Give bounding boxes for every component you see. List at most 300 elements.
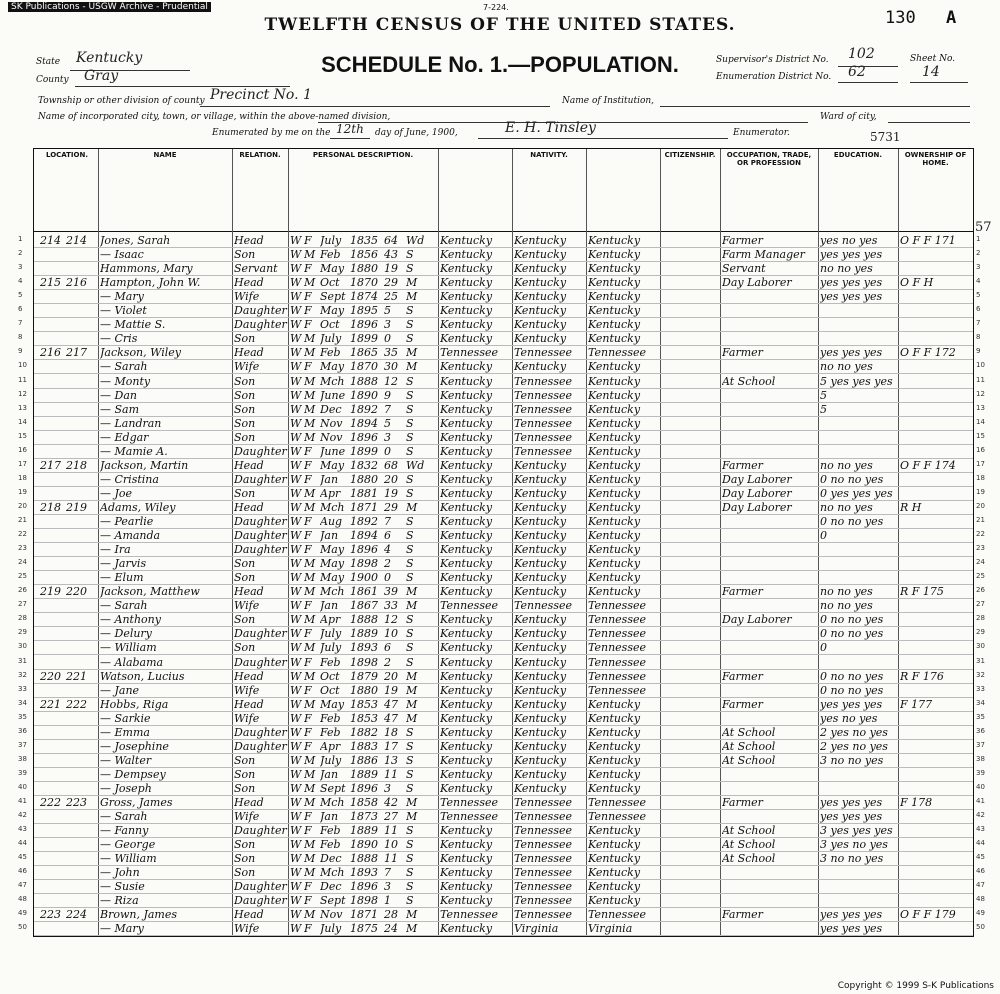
cell-age: 3 (384, 430, 391, 444)
cell-c: W (290, 683, 302, 697)
cell-dw: 222 (40, 796, 61, 809)
cell-bm: Oct (320, 683, 340, 697)
cell-b1: Tennessee (440, 810, 498, 824)
cell-s: F (304, 655, 312, 669)
cell-c: W (290, 908, 302, 922)
table-row (34, 528, 973, 543)
cell-age: 30 (384, 360, 398, 374)
cell-s: F (304, 543, 312, 557)
cell-occ: At School (722, 753, 776, 767)
cell-cond: M (406, 599, 418, 613)
cell-b1: Kentucky (440, 613, 493, 627)
row-number-left: 36 (18, 726, 27, 735)
cell-name: — Dan (100, 388, 137, 402)
cell-b1: Kentucky (440, 838, 493, 852)
cell-c: W (290, 641, 302, 655)
cell-name: — Walter (100, 753, 152, 767)
cell-c: W (290, 571, 302, 585)
cell-c: W (290, 697, 302, 711)
cell-bm: July (320, 753, 342, 767)
cell-by: 1895 (350, 304, 378, 318)
table-row (34, 612, 973, 627)
cell-cond: M (406, 585, 418, 599)
row-number-right: 5 (976, 291, 981, 300)
cell-b3: Kentucky (588, 781, 641, 795)
archive-watermark: SK Publications - USGW Archive - Prudential (8, 2, 211, 12)
cell-by: 1900 (350, 571, 378, 585)
cell-rel: Daughter (234, 655, 287, 669)
cell-bm: Nov (320, 908, 343, 922)
cell-b2: Kentucky (514, 655, 567, 669)
cell-fam: 218 (66, 458, 87, 472)
cell-cond: S (406, 824, 414, 838)
row-number-right: 25 (976, 572, 985, 581)
cell-occ: Farmer (722, 346, 763, 360)
cell-by: 1880 (350, 683, 378, 697)
row-number-right: 11 (976, 375, 985, 384)
cell-bm: July (320, 234, 342, 247)
cell-by: 1856 (350, 248, 378, 262)
cell-age: 0 (384, 444, 391, 458)
cell-edu: 0 (820, 641, 827, 655)
cell-by: 1874 (350, 290, 378, 304)
cell-c: W (290, 543, 302, 557)
cell-edu: 0 no no yes (820, 472, 884, 486)
cell-rel: Head (234, 500, 264, 514)
cell-cond: S (406, 304, 414, 318)
cell-rel: Daughter (234, 529, 287, 543)
cell-edu: 0 no no yes (820, 683, 884, 697)
cell-b3: Kentucky (588, 557, 641, 571)
cell-cond: S (406, 388, 414, 402)
cell-by: 1888 (350, 374, 378, 388)
cell-age: 47 (384, 711, 398, 725)
cell-bm: July (320, 641, 342, 655)
cell-by: 1892 (350, 402, 378, 416)
sheet-label: Sheet No. (910, 54, 956, 64)
cell-s: M (304, 332, 316, 346)
cell-b3: Kentucky (588, 515, 641, 528)
cell-occ: Day Laborer (722, 613, 792, 627)
county-value: Gray (84, 68, 119, 84)
cell-edu: yes yes yes (820, 346, 883, 360)
cell-by: 1898 (350, 557, 378, 571)
cell-age: 2 (384, 655, 391, 669)
cell-b2: Tennessee (514, 402, 572, 416)
cell-name: — Mary (100, 290, 144, 304)
cell-bm: July (320, 627, 342, 641)
cell-by: 1867 (350, 599, 378, 613)
cell-b2: Kentucky (514, 290, 567, 304)
cell-b2: Tennessee (514, 430, 572, 444)
cell-rel: Daughter (234, 472, 287, 486)
cell-bm: Jan (320, 599, 339, 613)
copyright-notice: Copyright © 1999 S-K Publications (837, 981, 994, 991)
cell-bm: Mch (320, 374, 345, 388)
cell-c: W (290, 458, 302, 472)
cell-b1: Kentucky (440, 360, 493, 374)
cell-s: M (304, 669, 316, 683)
cell-rel: Head (234, 458, 264, 472)
cell-cond: S (406, 880, 414, 894)
cell-age: 7 (384, 866, 391, 880)
cell-dw: 223 (40, 908, 61, 922)
cell-b2: Kentucky (514, 458, 567, 472)
cell-b2: Kentucky (514, 571, 567, 585)
cell-rel: Wife (234, 922, 260, 936)
cell-b3: Kentucky (588, 262, 641, 276)
cell-b1: Kentucky (440, 318, 493, 332)
row-number-right: 46 (976, 867, 985, 876)
row-number-right: 47 (976, 881, 985, 890)
cell-rel: Son (234, 852, 256, 866)
cell-c: W (290, 585, 302, 599)
row-number-left: 23 (18, 544, 27, 553)
cell-b2: Kentucky (514, 332, 567, 346)
cell-c: W (290, 711, 302, 725)
cell-cond: S (406, 472, 414, 486)
table-row (34, 500, 973, 515)
table-row (34, 233, 973, 248)
cell-b3: Kentucky (588, 402, 641, 416)
table-row (34, 739, 973, 754)
row-number-left: 43 (18, 825, 27, 834)
cell-s: F (304, 458, 312, 472)
cell-rel: Head (234, 796, 264, 809)
cell-b3: Kentucky (588, 472, 641, 486)
cell-occ: Farmer (722, 458, 763, 472)
cell-s: M (304, 557, 316, 571)
cell-edu: no no yes (820, 360, 873, 374)
cell-age: 17 (384, 739, 398, 753)
cell-by: 1893 (350, 641, 378, 655)
row-number-left: 31 (18, 656, 27, 665)
row-number-left: 44 (18, 839, 27, 848)
header-name: NAME (153, 151, 177, 159)
cell-by: 1892 (350, 515, 378, 528)
cell-c: W (290, 557, 302, 571)
cell-edu: 0 yes yes yes (820, 486, 893, 500)
cell-b1: Kentucky (440, 529, 493, 543)
row-number-left: 49 (18, 909, 27, 918)
cell-cond: S (406, 486, 414, 500)
row-number-right: 35 (976, 712, 985, 721)
cell-cond: Wd (406, 458, 425, 472)
row-number-left: 38 (18, 754, 27, 763)
cell-edu: 5 yes yes yes (820, 374, 893, 388)
cell-occ: Day Laborer (722, 276, 792, 290)
cell-b3: Kentucky (588, 529, 641, 543)
cell-age: 0 (384, 332, 391, 346)
cell-s: F (304, 725, 312, 739)
cell-b2: Kentucky (514, 248, 567, 262)
row-number-right: 22 (976, 530, 985, 539)
table-row (34, 697, 973, 712)
cell-b3: Kentucky (588, 880, 641, 894)
cell-cond: M (406, 669, 418, 683)
table-row (34, 289, 973, 304)
cell-s: M (304, 866, 316, 880)
cell-by: 1898 (350, 894, 378, 908)
cell-b3: Kentucky (588, 388, 641, 402)
cell-cond: S (406, 753, 414, 767)
cell-name: — Pearlie (100, 515, 154, 528)
cell-bm: Apr (320, 739, 341, 753)
cell-edu: no no yes (820, 262, 873, 276)
cell-b3: Tennessee (588, 683, 646, 697)
cell-c: W (290, 346, 302, 360)
cell-cond: S (406, 543, 414, 557)
cell-c: W (290, 824, 302, 838)
enumerated-by-label: Enumerated by me on the (212, 128, 331, 138)
row-number-right: 28 (976, 614, 985, 623)
cell-s: F (304, 599, 312, 613)
cell-c: W (290, 599, 302, 613)
cell-age: 39 (384, 585, 398, 599)
cell-age: 3 (384, 318, 391, 332)
cell-occ: At School (722, 838, 776, 852)
cell-by: 1883 (350, 739, 378, 753)
cell-by: 1889 (350, 824, 378, 838)
cell-b1: Tennessee (440, 346, 498, 360)
row-number-right: 31 (976, 656, 985, 665)
cell-occ: At School (722, 852, 776, 866)
row-number-left: 4 (18, 277, 23, 286)
cell-b2: Kentucky (514, 543, 567, 557)
cell-b3: Kentucky (588, 276, 641, 290)
cell-b2: Tennessee (514, 444, 572, 458)
cell-b1: Kentucky (440, 388, 493, 402)
header-personal: PERSONAL DESCRIPTION. (312, 151, 414, 159)
table-row (34, 711, 973, 726)
cell-edu: yes yes yes (820, 276, 883, 290)
township-value: Precinct No. 1 (210, 87, 312, 103)
cell-name: — Isaac (100, 248, 144, 262)
cell-fam: 214 (66, 234, 87, 247)
cell-s: M (304, 697, 316, 711)
row-number-left: 46 (18, 867, 27, 876)
cell-name: Jackson, Matthew (100, 585, 200, 599)
cell-by: 1861 (350, 585, 378, 599)
row-number-left: 12 (18, 389, 27, 398)
cell-rel: Daughter (234, 444, 287, 458)
cell-cond: M (406, 346, 418, 360)
cell-age: 4 (384, 543, 391, 557)
row-number-right: 9 (976, 347, 981, 356)
cell-name: — Amanda (100, 529, 161, 543)
cell-by: 1853 (350, 697, 378, 711)
cell-c: W (290, 739, 302, 753)
table-row (34, 374, 973, 389)
cell-by: 1898 (350, 655, 378, 669)
cell-s: F (304, 880, 312, 894)
cell-cond: S (406, 557, 414, 571)
cell-b3: Kentucky (588, 332, 641, 346)
day-of-label: day of June, 1900, (375, 128, 458, 138)
table-row (34, 261, 973, 276)
cell-b1: Kentucky (440, 458, 493, 472)
cell-bm: Apr (320, 613, 341, 627)
cell-cond: M (406, 796, 418, 809)
cell-s: F (304, 290, 312, 304)
cell-bm: Oct (320, 318, 340, 332)
cell-dw: 218 (40, 500, 61, 514)
cell-b1: Kentucky (440, 444, 493, 458)
cell-bm: May (320, 571, 345, 585)
cell-b1: Kentucky (440, 697, 493, 711)
cell-cond: S (406, 767, 414, 781)
cell-by: 1880 (350, 262, 378, 276)
cell-edu: 5 (820, 402, 827, 416)
row-number-left: 35 (18, 712, 27, 721)
cell-bm: Aug (320, 515, 343, 528)
cell-c: W (290, 318, 302, 332)
cell-edu: yes yes yes (820, 922, 883, 936)
cell-b1: Kentucky (440, 880, 493, 894)
cell-name: — Joe (100, 486, 133, 500)
enumeration-label: Enumeration District No. (716, 72, 832, 82)
cell-c: W (290, 276, 302, 290)
cell-name: — Sarkie (100, 711, 151, 725)
row-number-right: 45 (976, 853, 985, 862)
cell-s: M (304, 416, 316, 430)
row-number-left: 42 (18, 811, 27, 820)
state-label: State (36, 57, 61, 67)
row-number-left: 33 (18, 684, 27, 693)
cell-name: — Mamie A. (100, 444, 168, 458)
row-number-right: 2 (976, 249, 981, 258)
cell-b2: Tennessee (514, 894, 572, 908)
cell-b3: Kentucky (588, 753, 641, 767)
cell-s: F (304, 304, 312, 318)
cell-b1: Kentucky (440, 430, 493, 444)
cell-cond: S (406, 655, 414, 669)
cell-rel: Servant (234, 262, 278, 276)
cell-edu: 3 no no yes (820, 852, 884, 866)
cell-age: 29 (384, 500, 398, 514)
table-row (34, 598, 973, 613)
row-number-left: 9 (18, 347, 23, 356)
cell-own: O F H (900, 276, 934, 290)
row-number-left: 37 (18, 740, 27, 749)
cell-c: W (290, 655, 302, 669)
cell-b2: Tennessee (514, 346, 572, 360)
cell-b3: Tennessee (588, 669, 646, 683)
table-row (34, 640, 973, 655)
row-number-left: 48 (18, 895, 27, 904)
cell-by: 1896 (350, 880, 378, 894)
cell-b1: Kentucky (440, 500, 493, 514)
row-number-right: 16 (976, 445, 985, 454)
cell-rel: Daughter (234, 318, 287, 332)
cell-b1: Kentucky (440, 641, 493, 655)
table-row (34, 444, 973, 459)
cell-b2: Kentucky (514, 669, 567, 683)
cell-bm: Dec (320, 880, 342, 894)
cell-b2: Tennessee (514, 416, 572, 430)
cell-b2: Tennessee (514, 599, 572, 613)
cell-edu: 2 yes no yes (820, 725, 888, 739)
cell-name: Brown, James (100, 908, 178, 922)
cell-b1: Kentucky (440, 332, 493, 346)
cell-name: — Sarah (100, 360, 148, 374)
cell-cond: S (406, 894, 414, 908)
cell-b3: Kentucky (588, 304, 641, 318)
cell-b2: Kentucky (514, 234, 567, 247)
row-number-left: 8 (18, 333, 23, 342)
cell-c: W (290, 669, 302, 683)
cell-edu: 3 no no yes (820, 753, 884, 767)
county-label: County (36, 75, 69, 85)
cell-b2: Kentucky (514, 781, 567, 795)
table-row (34, 837, 973, 852)
cell-age: 3 (384, 880, 391, 894)
cell-edu: yes yes yes (820, 796, 883, 809)
cell-b2: Tennessee (514, 866, 572, 880)
cell-cond: Wd (406, 234, 425, 247)
cell-edu: 3 yes yes yes (820, 824, 893, 838)
cell-b2: Kentucky (514, 360, 567, 374)
cell-age: 29 (384, 276, 398, 290)
cell-rel: Daughter (234, 880, 287, 894)
cell-fam: 219 (66, 500, 87, 514)
row-number-left: 27 (18, 600, 27, 609)
row-number-left: 3 (18, 263, 23, 272)
supervisor-value: 102 (848, 46, 875, 62)
cell-name: — William (100, 641, 157, 655)
cell-cond: M (406, 711, 418, 725)
cell-by: 1886 (350, 753, 378, 767)
cell-b3: Kentucky (588, 360, 641, 374)
cell-cond: S (406, 444, 414, 458)
cell-fam: 217 (66, 346, 87, 360)
cell-b3: Kentucky (588, 248, 641, 262)
cell-edu: 2 yes no yes (820, 739, 888, 753)
row-number-left: 34 (18, 698, 27, 707)
cell-cond: S (406, 725, 414, 739)
row-number-left: 24 (18, 558, 27, 567)
row-number-right: 19 (976, 487, 985, 496)
cell-b1: Kentucky (440, 234, 493, 247)
cell-occ: Farmer (722, 796, 763, 809)
row-number-right: 24 (976, 558, 985, 567)
table-row (34, 486, 973, 501)
cell-by: 1871 (350, 908, 378, 922)
cell-rel: Son (234, 332, 256, 346)
cell-b1: Kentucky (440, 304, 493, 318)
table-row (34, 472, 973, 487)
cell-age: 35 (384, 346, 398, 360)
cell-b2: Kentucky (514, 585, 567, 599)
table-row (34, 683, 973, 698)
cell-c: W (290, 304, 302, 318)
cell-bm: May (320, 557, 345, 571)
cell-name: — Landran (100, 416, 162, 430)
row-number-right: 4 (976, 277, 981, 286)
cell-b3: Kentucky (588, 585, 641, 599)
cell-s: F (304, 515, 312, 528)
cell-by: 1873 (350, 810, 378, 824)
table-row (34, 753, 973, 768)
cell-bm: May (320, 458, 345, 472)
cell-b3: Kentucky (588, 234, 641, 247)
cell-bm: Sept (320, 290, 346, 304)
cell-age: 11 (384, 824, 398, 838)
cell-rel: Daughter (234, 515, 287, 528)
cell-b1: Kentucky (440, 922, 493, 936)
cell-rel: Daughter (234, 725, 287, 739)
cell-c: W (290, 486, 302, 500)
